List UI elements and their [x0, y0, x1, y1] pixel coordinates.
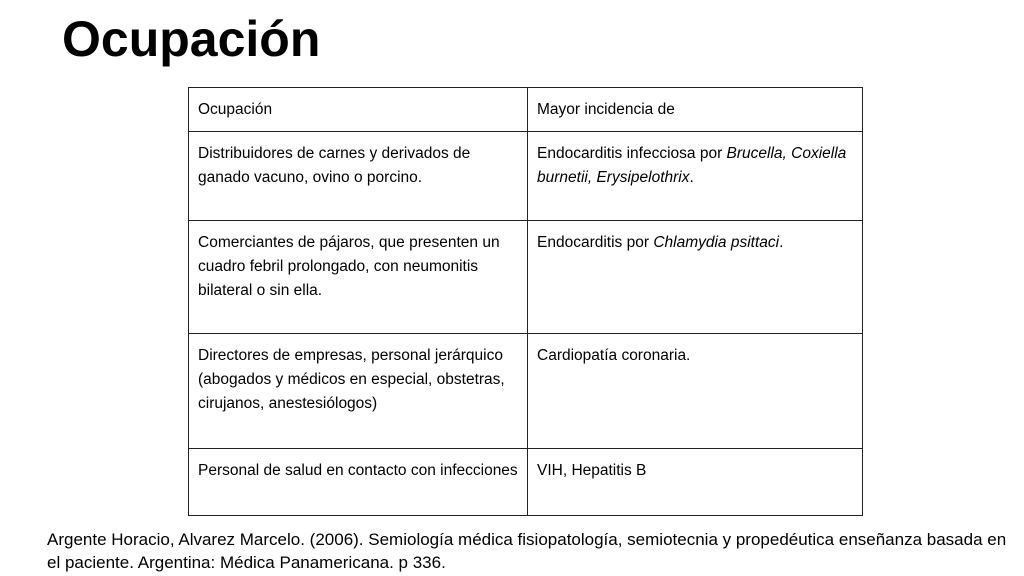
- slide-title: Ocupación: [62, 11, 321, 67]
- pathogen-names: Brucella, Coxiella burnetii, Erysipelothrix: [537, 145, 847, 186]
- occupation-cell: Personal de salud en contacto con infecciones: [189, 449, 528, 516]
- occupation-cell: Directores de empresas, personal jerárquico (abogados y médicos en especial, obstetras, cirujanos, anestesiólogos): [189, 334, 528, 449]
- incidence-cell: [528, 132, 863, 221]
- incidence-suffix: .: [689, 169, 694, 186]
- incidence-cell: [528, 221, 863, 334]
- incidence-text: Cardiopatía coronaria.: [537, 347, 691, 364]
- table-row: [189, 132, 863, 221]
- incidence-cell: [528, 449, 863, 516]
- occupation-cell: Comerciantes de pájaros, que presenten un cuadro febril prolongado, con neumonitis bilateral o sin ella.: [189, 221, 528, 334]
- incidence-cell: [528, 334, 863, 449]
- column-header-incidence: Mayor incidencia de: [528, 88, 863, 132]
- column-header-occupation: Ocupación: [189, 88, 528, 132]
- table-row: [189, 334, 863, 449]
- table-row: [189, 449, 863, 516]
- incidence-text: VIH, Hepatitis B: [537, 462, 647, 479]
- incidence-text: Endocarditis infecciosa por: [537, 145, 727, 162]
- citation: Argente Horacio, Alvarez Marcelo. (2006). Semiología médica fisiopatología, semiotecnia y propedéutica enseñanza basada en el paciente. Argentina: Médica Panamericana. p 336.: [47, 530, 1007, 572]
- occupation-table: [188, 87, 863, 516]
- pathogen-names: Chlamydia psittaci: [653, 234, 780, 251]
- table-row: [189, 221, 863, 334]
- incidence-text: Endocarditis por: [537, 234, 654, 251]
- incidence-suffix: .: [779, 234, 784, 251]
- table-header-row: [189, 88, 863, 132]
- occupation-cell: Distribuidores de carnes y derivados de ganado vacuno, ovino o porcino.: [189, 132, 528, 221]
